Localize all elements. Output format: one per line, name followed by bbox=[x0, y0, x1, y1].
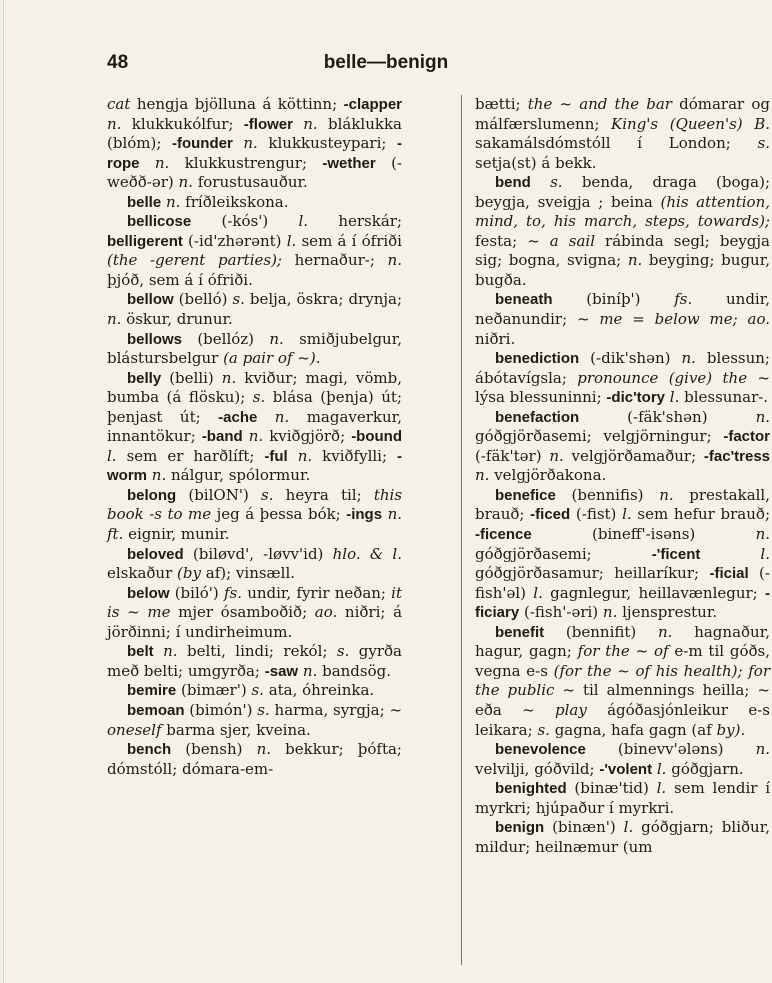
page-header bbox=[0, 52, 772, 82]
dictionary-entry: bellows (bellóz) n. smiðjubelgur, blástursbelgur (a pair of ~). bbox=[107, 329, 402, 368]
running-head: belle—benign bbox=[323, 52, 449, 73]
dictionary-entry: cat hengja bjölluna á köttinn; -clapper n. klukkukólfur; -flower n. bláklukka (blóm); -founder n. klukkusteypari; -rope n. klukkustrengur; -wether (-weðð-ər) n. forustusauður. bbox=[107, 95, 402, 192]
page-number: 48 bbox=[107, 52, 129, 73]
dictionary-entry: benign (binæn') l. góðgjarn; bliður, mildur; heilnæmur (um bbox=[475, 818, 770, 856]
dictionary-entry: beneath (biníþ') fs. undir, neðanundir; ~ me = below me; ao. niðri. bbox=[475, 290, 771, 348]
dictionary-entry: bemoan (bimón') s. harma, syrgja; ~ oneself barma sjer, kveina. bbox=[107, 700, 403, 739]
dictionary-entry: belly (belli) n. kviður; magi, vömb, bumba (á flösku); s. blása (þenja) út; þenjast út; -ache n. magaverkur, innantökur; -band n. kviðgjörð; -bound l. sem er harðlíft; -ful n. kviðfylli; -worm n. nálgur, spólormur. bbox=[107, 368, 403, 485]
dictionary-entry: bellicose (-kós') l. herskár; belligerent (-id'zhərənt) l. sem á í ófriði (the -gerent parties); hernaður-; n. þjóð, sem á í ófriði. bbox=[107, 212, 403, 289]
dictionary-entry: belle n. fríðleikskona. bbox=[127, 192, 289, 211]
dictionary-entry: below (biló') fs. undir, fyrir neðan; it is ~ me mjer ósamboðið; ao. niðri; á jörðinni; í undirheimum. bbox=[107, 583, 403, 641]
dictionary-entry: bench (bensh) n. bekkur; þófta; dómstóll; dómara-em- bbox=[107, 740, 402, 778]
dictionary-entry: bætti; the ~ and the bar dómarar og málfærslumenn; King's (Queen's) B. sakamálsdómstóll í London; s. setja(st) á bekk. bbox=[475, 95, 771, 172]
dictionary-entry: bellow (belló) s. belja, öskra; drynja; n. öskur, drunur. bbox=[107, 290, 402, 329]
dictionary-entry: belt n. belti, lindi; rekól; s. gyrða með belti; umgyrða; -saw n. bandsög. bbox=[107, 642, 402, 680]
dictionary-entry: bemire (bimær') s. ata, óhreinka. bbox=[127, 681, 375, 700]
dictionary-entry: benefit (bennifit) n. hagnaður, hagur, gagn; for the ~ of e-m til góðs, vegna e-s (for the ~ of his health); for the public ~ til almennings heilla; ~ eða ~ play ágóðasjónleikur e-s leikara; s. gagna, hafa gagn (af by). bbox=[475, 622, 770, 739]
dictionary-entry: benefaction (-fäk'shən) n. góðgjörðasemi; velgjörningur; -factor (-fäk'tər) n. velgjörðamaður; -fac'tress n. velgjörðakona. bbox=[475, 407, 771, 485]
column-divider bbox=[461, 95, 462, 965]
dictionary-entry: bend s. benda, draga (boga); beygja, sveigja ; beina (his attention, mind, to, his march, steps, towards); festa; ~ a sail rábinda segl; beygja sig; bogna, svigna; n. beyging; bugur, bugða. bbox=[475, 173, 770, 289]
dictionary-entry: benevolence (binevv'ələns) n. velvilji, góðvild; -'volent l. góðgjarn. bbox=[475, 740, 770, 778]
right-column bbox=[475, 95, 770, 857]
page-edge-line bbox=[3, 0, 4, 983]
dictionary-entry: beloved (biløvd', -løvv'id) hlo. & l. elskaður (by af); vinsæll. bbox=[107, 544, 402, 583]
dictionary-entry: benefice (bennifis) n. prestakall, brauð; -ficed (-fist) l. sem hefur brauð; -ficence (bineff'-isəns) n. góðgjörðasemi; -'ficent l. góðgjörðasamur; heillaríkur; -ficial (-fish'əl) l. gagnlegur, heillavænlegur; -ficiary (-fish'-əri) n. ljensprestur. bbox=[475, 485, 771, 622]
left-column bbox=[107, 95, 402, 779]
dictionary-entry: benediction (-dik'shən) n. blessun; ábótavígsla; pronounce (give) the ~ lýsa blessuninni; -dic'tory l. blessunar-. bbox=[475, 349, 770, 407]
dictionary-entry: belong (bilON') s. heyra til; this book -s to me jeg á þessa bók; -ings n. ft. eignir, munir. bbox=[107, 485, 403, 544]
dictionary-entry: benighted (binæ'tid) l. sem lendir í myrkri; hjúpaður í myrkri. bbox=[475, 779, 770, 817]
